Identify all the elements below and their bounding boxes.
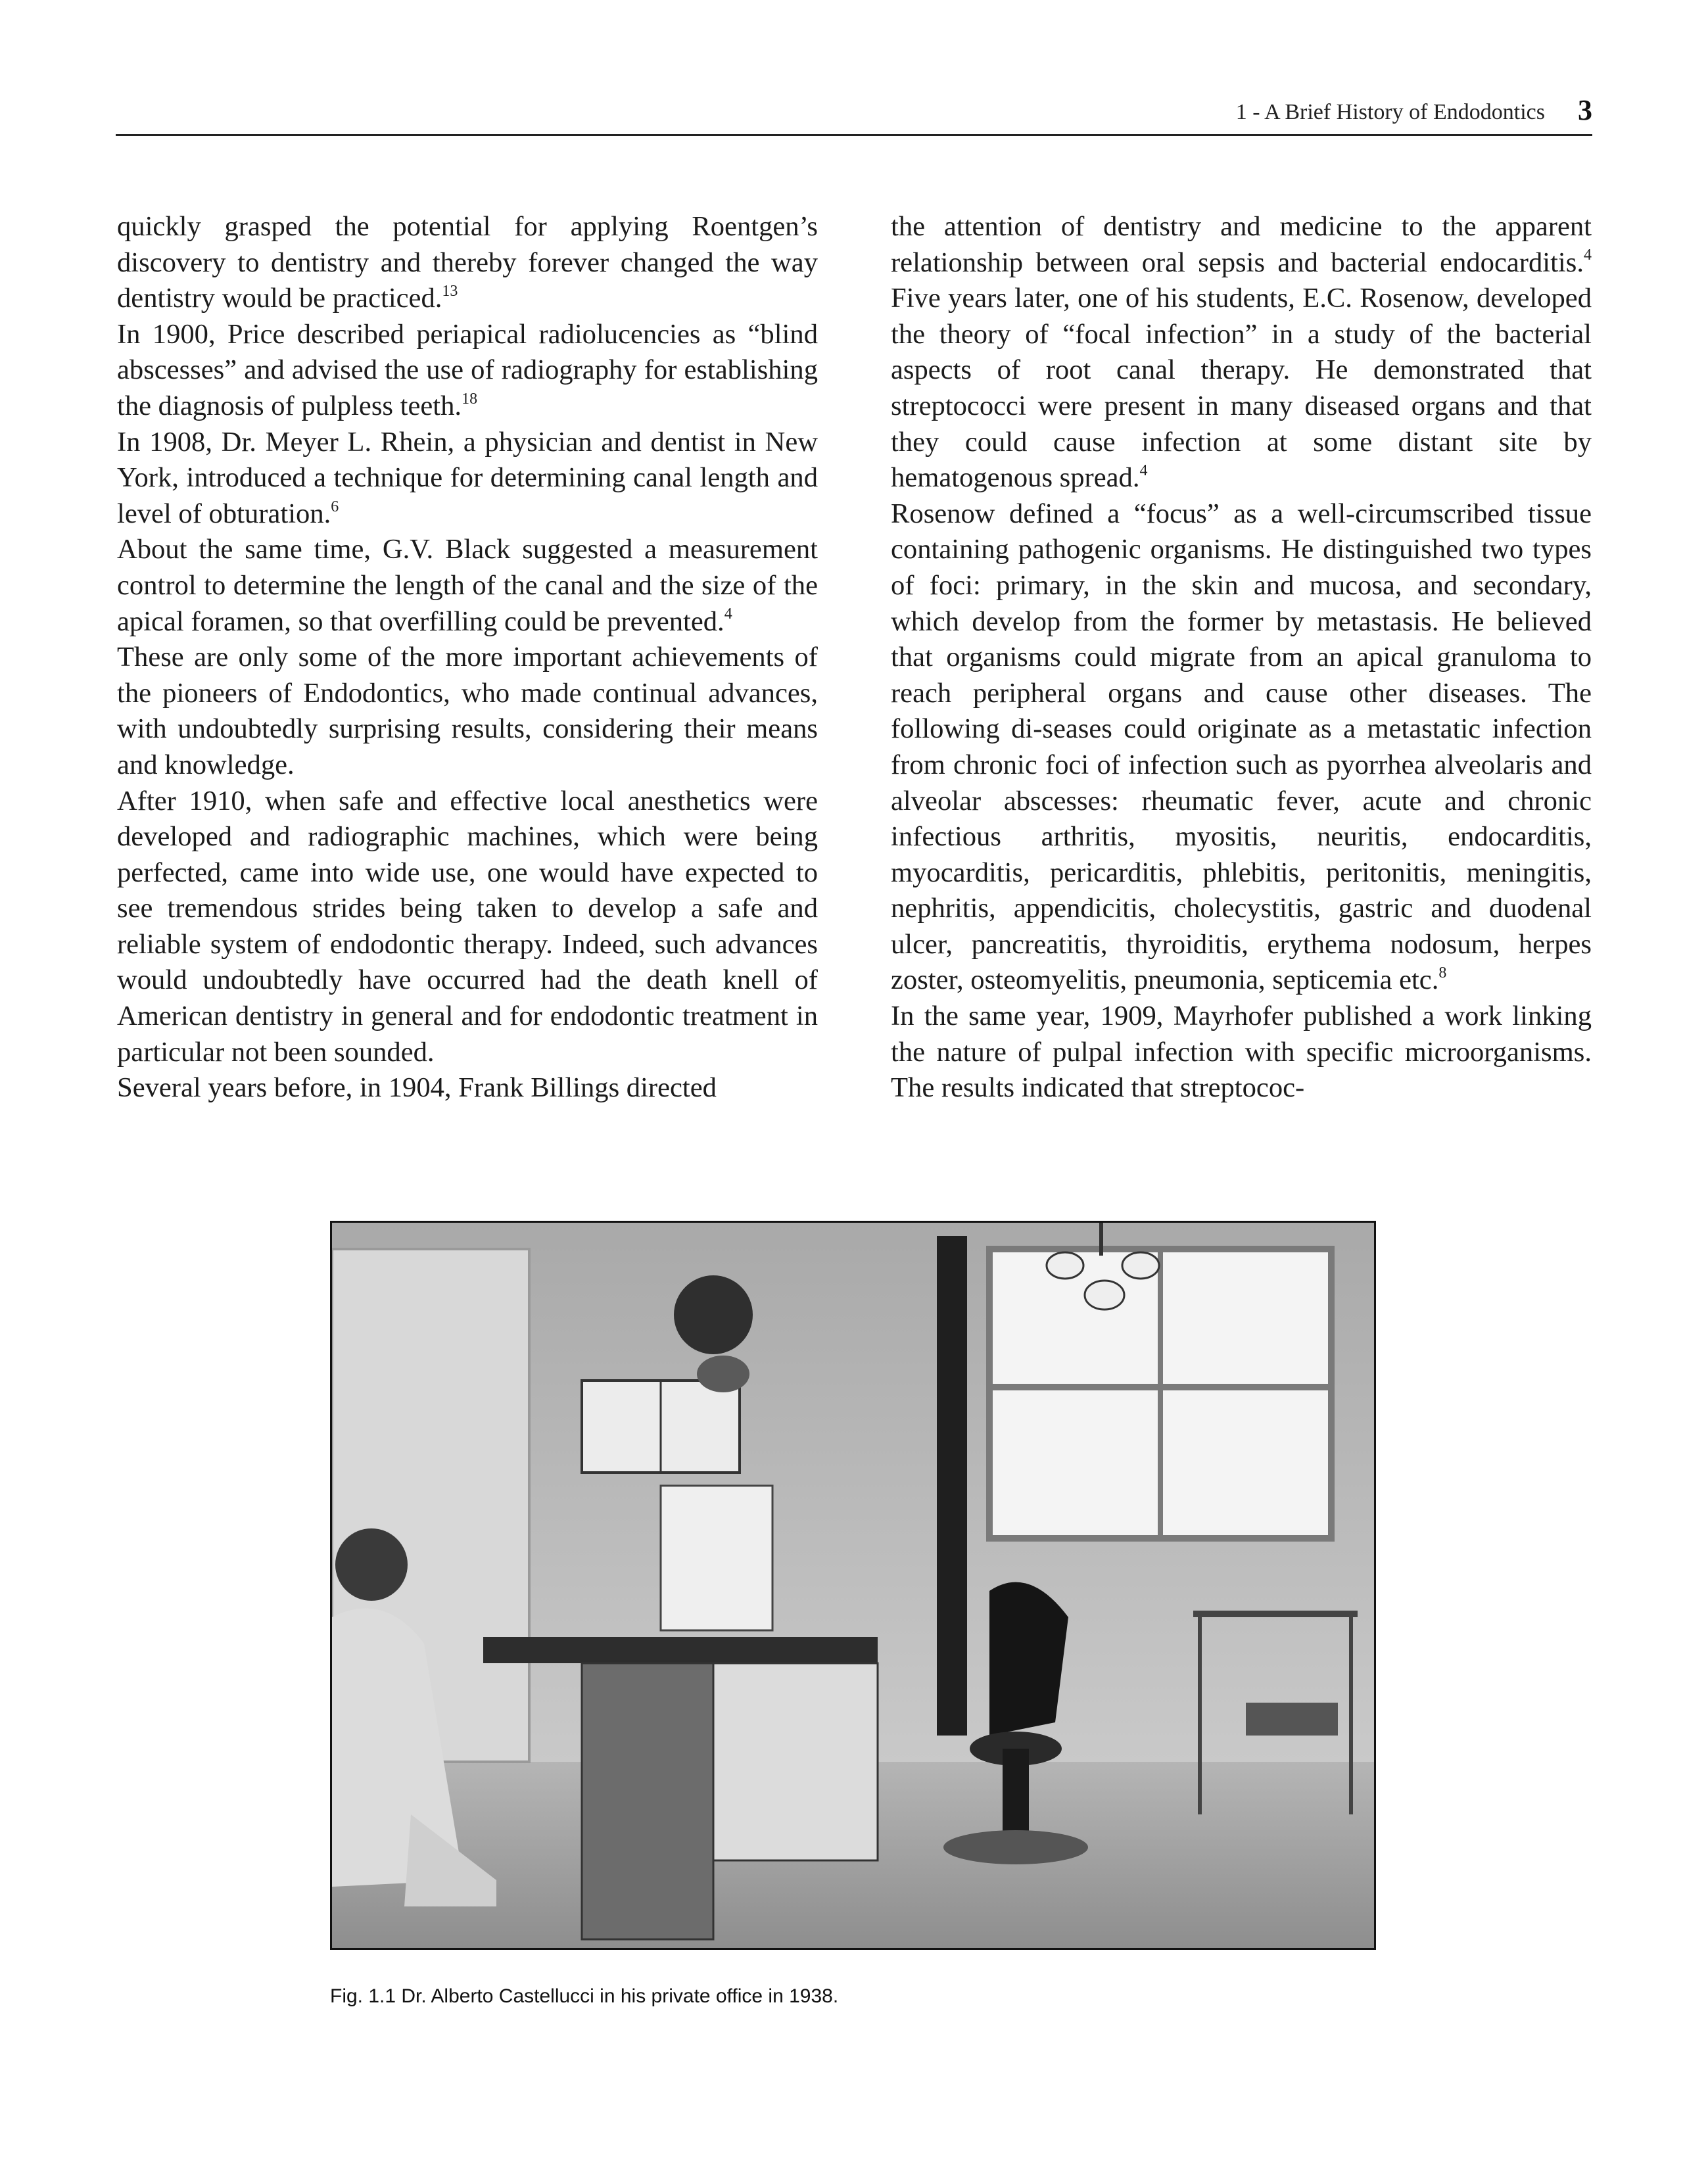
paragraph: In 1908, Dr. Meyer L. Rhein, a physician and dentist in New York, introduced a technique for determining canal length and level of obturation.$^6$	[117, 426, 818, 529]
reference-mark: 8	[1438, 964, 1447, 982]
left-column	[117, 209, 818, 1106]
paragraph: In 1900, Price described periapical radiolucencies as “blind abscesses” and advised the use of radiography for establishing the diagnosis of pulpless teeth.$^{18}$	[117, 318, 818, 421]
running-header	[116, 93, 1592, 136]
right-column	[891, 209, 1592, 1106]
reference-mark: 4	[724, 605, 732, 623]
reference-mark: 18	[462, 390, 478, 408]
paragraph: After 1910, when safe and effective local anesthetics were developed and radiographic machines, which were being perfected, came into wide use, one would have expected to see tremendous strides being taken to develop a safe and reliable system of endodontic therapy. Indeed, such advances would undoubtedly have occurred had the death knell of American dentistry in general and for endodontic treatment in particular not been sounded.	[117, 785, 818, 1068]
figure-caption: Fig. 1.1 Dr. Alberto Castellucci in his private office in 1938.	[330, 1985, 839, 2007]
paragraph: quickly grasped the potential for applying Roentgen’s discovery to dentistry and thereby forever changed the way dentistry would be practiced.$^{13}$	[117, 211, 818, 314]
paragraph: Rosenow defined a “focus” as a well-circumscribed tissue containing pathogenic organisms. He distinguished two types of foci: primary, in the skin and mucosa, and secondary, which develop from the former by metastasis. He believed that organisms could migrate from an apical granuloma to reach peripheral organs and cause other diseases. The following di-seases could originate as a metastatic infection from chronic foci of infection such as pyorrhea alveolaris and alveolar abscesses: rheumatic fever, acute and chronic infectious arthritis, myositis, neuritis, endocarditis, myocarditis, pericarditis, phlebitis, peritonitis, meningitis, nephritis, appendicitis, cholecystitis, gastric and duodenal ulcer, pancreatitis, thyroiditis, erythema nodosum, herpes zoster, osteomyelitis, pneumonia, septicemia etc.$^8$	[891, 498, 1592, 996]
office-photo-illustration	[332, 1223, 1374, 1948]
paragraph: About the same time, G.V. Black suggested a measurement control to determine the length of the canal and the size of the apical foramen, so that overfilling could be prevented.$^4$	[117, 534, 818, 637]
reference-mark: 13	[442, 283, 458, 300]
paragraph: the attention of dentistry and medicine to the apparent relationship between oral sepsis and bacterial endocarditis.$^4$ Five years later, one of his students, E.C. Rosenow, developed the theory of “focal infection” in a study of the bacterial aspects of root canal therapy. He demonstrated that streptococci were present in many diseased organs and that they could cause infection at some distant site by hematogenous spread.$^4$	[891, 211, 1592, 494]
reference-mark: 6	[331, 498, 339, 515]
paragraph: Several years before, in 1904, Frank Billings directed	[117, 1072, 717, 1104]
chapter-title: 1 - A Brief History of Endodontics	[1235, 100, 1545, 124]
reference-mark: 4	[1139, 461, 1148, 479]
paragraph: These are only some of the more important achievements of the pioneers of Endodontics, who made continual advances, with undoubtedly surprising results, considering their means and knowledge.	[117, 642, 818, 780]
reference-mark: 4	[1584, 247, 1592, 264]
window	[989, 1249, 1331, 1538]
figure-photo	[330, 1221, 1376, 1950]
dental-unit-column	[937, 1236, 967, 1736]
page-number: 3	[1578, 94, 1592, 126]
paragraph: In the same year, 1909, Mayrhofer published a work linking the nature of pulpal infection with specific microorganisms. The results indicated that streptococ-	[891, 1001, 1592, 1104]
